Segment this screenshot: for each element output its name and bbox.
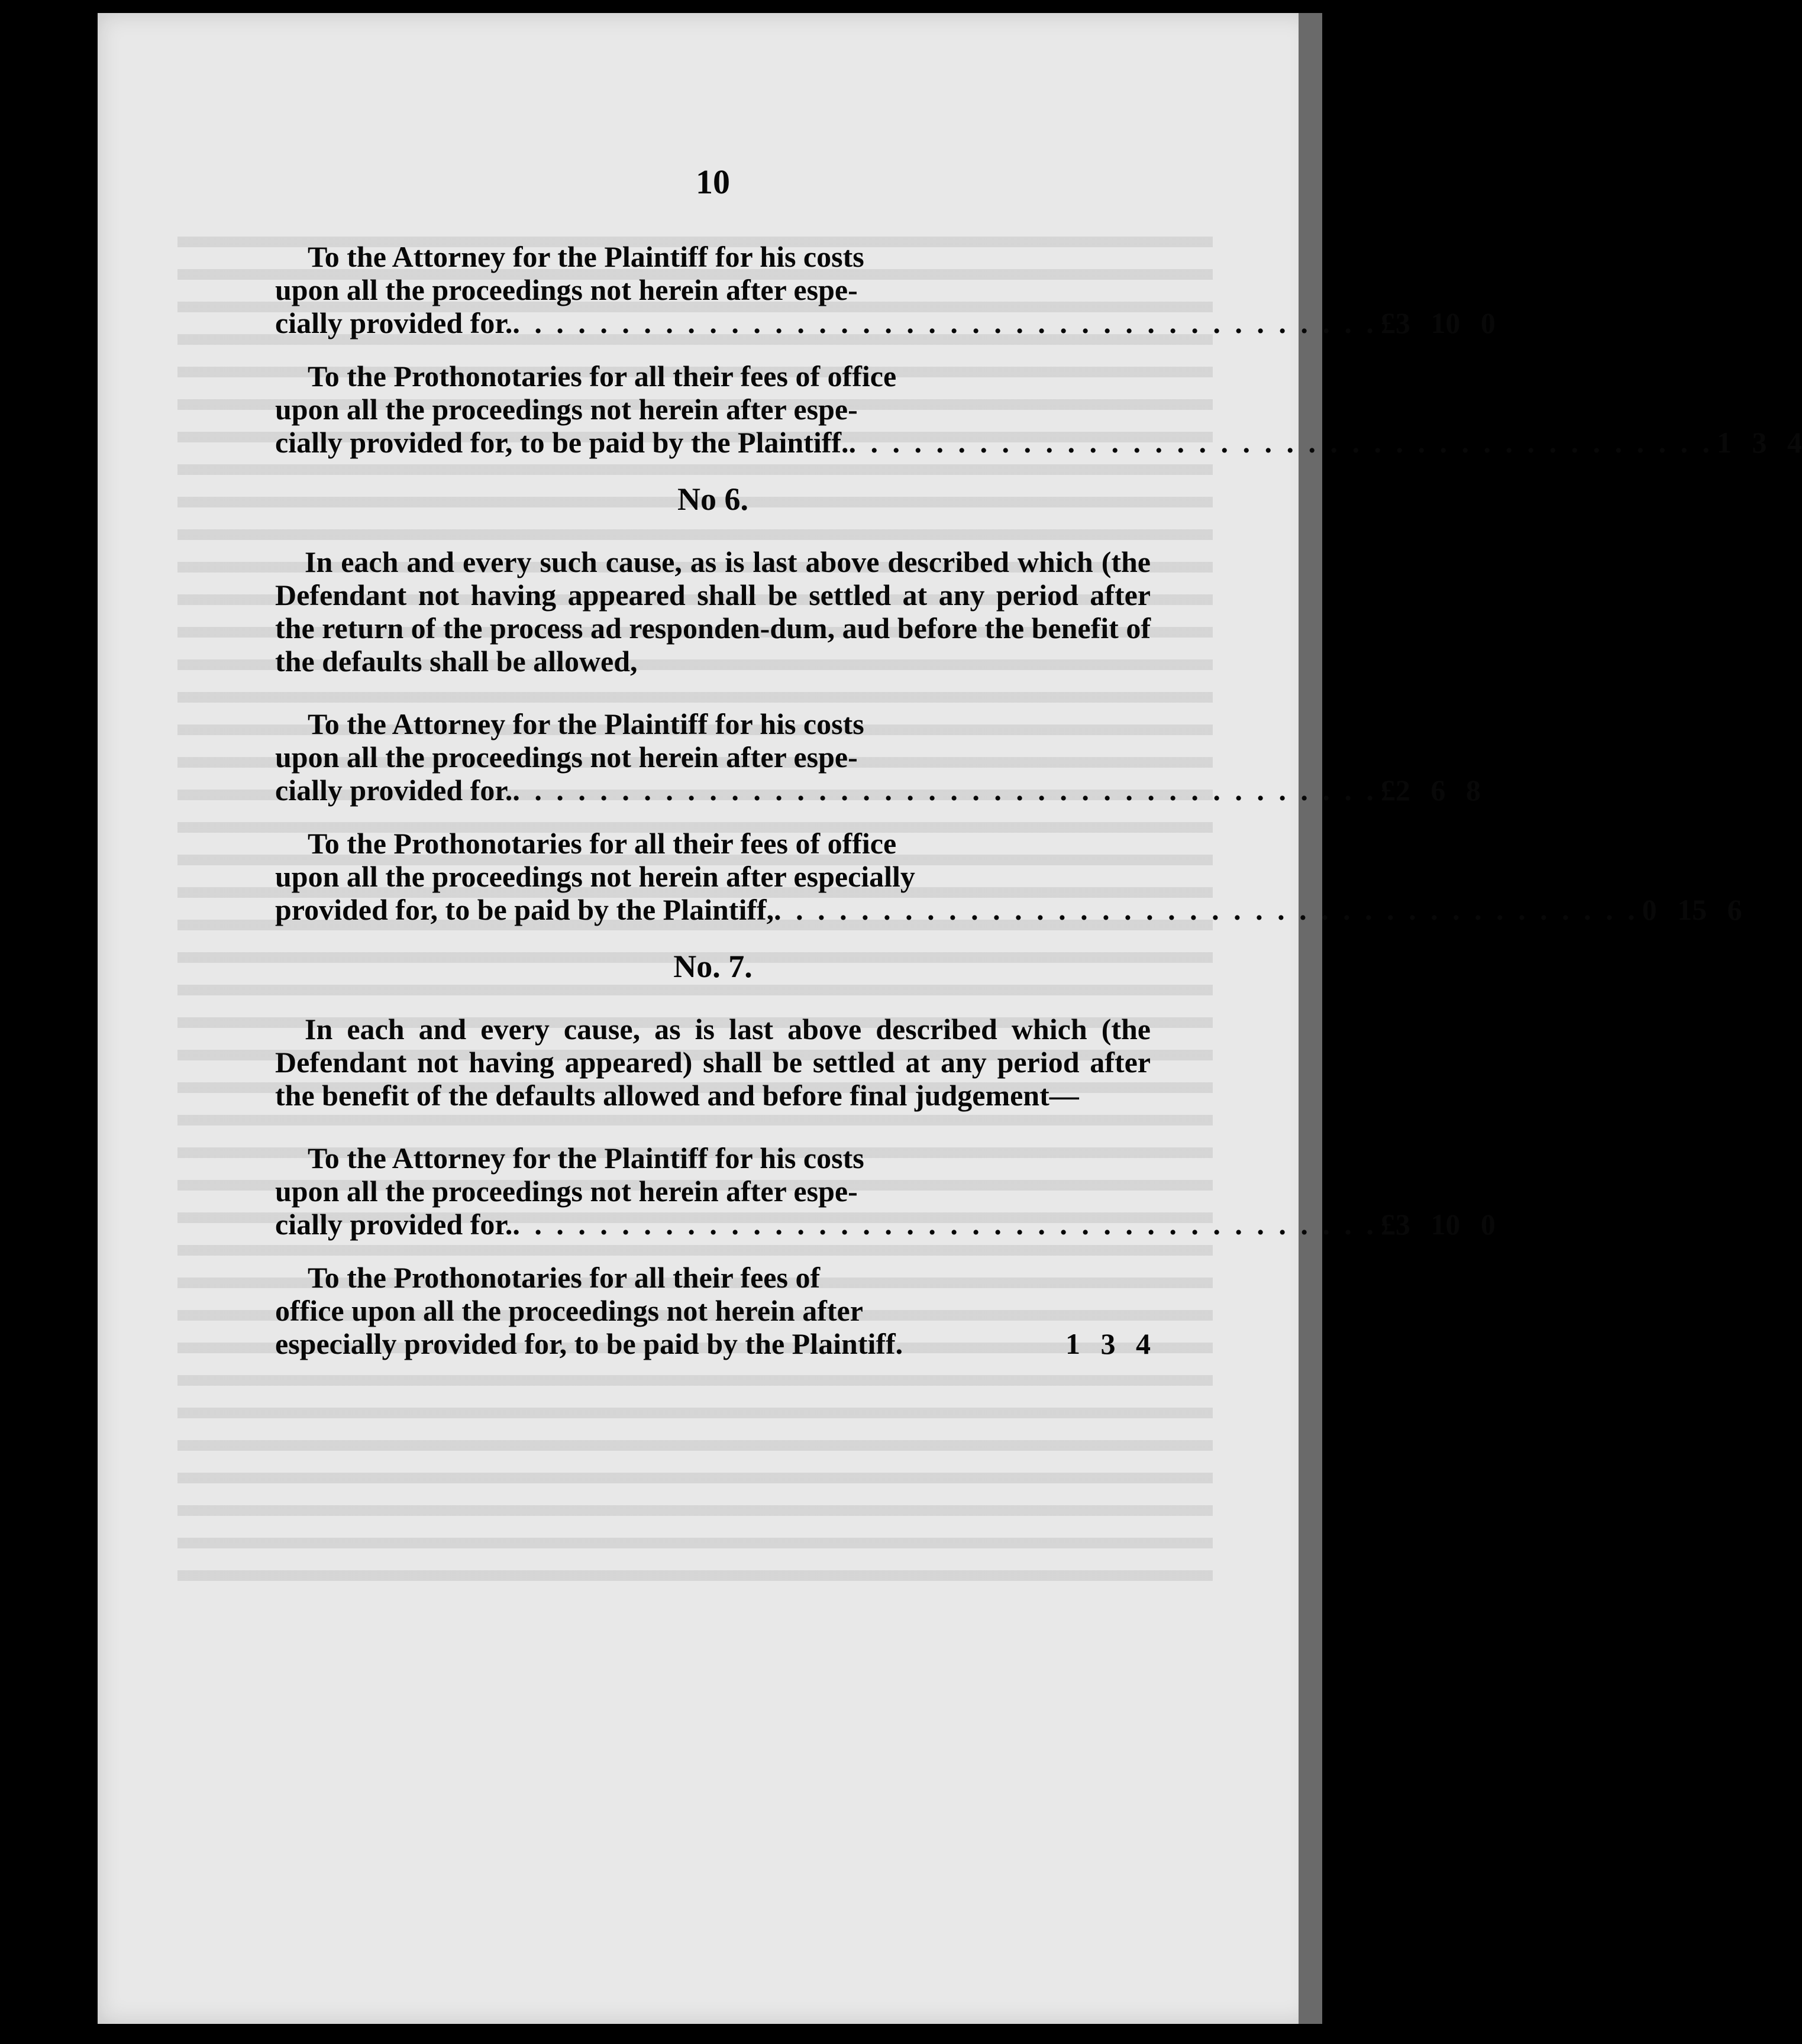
dot-leader: . . . . . . . . . . . . . . . . . . . . . . . . . . . . . . . . . . . . . . . . <box>848 426 1714 459</box>
entry-line: upon all the proceedings not herein after espe- <box>275 393 858 426</box>
entry-line: office upon all the proceedings not herein after <box>275 1294 863 1327</box>
entry-line: cially provided for. <box>275 774 513 807</box>
dot-leader: . . . . . . . . . . . . . . . . . . . . . . . . . . . . . . . . . . . . . . . . <box>512 1208 1377 1241</box>
page-number: 10 <box>696 163 730 201</box>
dot-leader: . . . . . . . . . . . . . . . . . . . . . . . . . . . . . . . . . . . . . . . . <box>512 774 1377 807</box>
fee-amount: £3 10 0 <box>1380 1208 1496 1241</box>
entry-line: To the Prothonotaries for all their fees of office <box>308 360 897 393</box>
entry-amount-line <box>275 774 1481 807</box>
dot-leader: . . . . . . . . . . . . . . . . . . . . . . . . . . . . . . . . . . . . . . . . <box>774 893 1639 926</box>
fee-entry-attorney <box>275 1141 1496 1241</box>
page-content <box>275 154 1802 1380</box>
entry-line: cially provided for. <box>275 306 513 339</box>
fee-entry-attorney <box>275 707 1481 807</box>
paragraph-text: In each and every cause, as is last above described which (the Defendant not having appeared) shall be settled at any period after the benefit of the defaults allowed and before final judgement— <box>275 1013 1151 1112</box>
entry-line: cially provided for, to be paid by the Plaintiff. <box>275 426 849 459</box>
entry-line: To the Prothonotaries for all their fees of office <box>308 827 897 860</box>
fee-amount: 0 15 6 <box>1642 893 1742 926</box>
entry-line: cially provided for. <box>275 1208 513 1241</box>
section-7-paragraph <box>275 1013 1151 1112</box>
entry-line: especially provided for, to be paid by the Plaintiff. <box>275 1327 903 1360</box>
fee-amount: £3 10 0 <box>1380 306 1496 339</box>
section-title-no-7: No. 7. <box>673 949 753 984</box>
fee-entry-prothonotaries <box>275 360 1802 459</box>
paragraph-text: In each and every such cause, as is last above described which (the Defendant not having appeared shall be settled at any period after the return of the process ad responden-dum, aud before the benefit of the defaults shall be allowed, <box>275 545 1151 678</box>
dot-leader: . . . . . . . . . . . . . . . . . . . . . . . . . . . . . . . . . . . . . . . . <box>512 306 1377 339</box>
entry-amount-line <box>275 426 1802 459</box>
entry-line: To the Attorney for the Plaintiff for his costs <box>308 707 864 740</box>
section-title-no-6: No 6. <box>677 481 748 517</box>
entry-line: upon all the proceedings not herein after espe- <box>275 740 858 774</box>
entry-line: upon all the proceedings not herein after especially <box>275 860 915 893</box>
entry-line: upon all the proceedings not herein after espe- <box>275 273 858 306</box>
fee-amount: 1 3 4 <box>1717 426 1802 459</box>
fee-entry-prothonotaries <box>275 827 1742 926</box>
entry-amount-line <box>275 1208 1496 1241</box>
entry-line: To the Prothonotaries for all their fees of <box>308 1261 821 1294</box>
entry-amount-line <box>275 306 1496 339</box>
entry-line: To the Attorney for the Plaintiff for his costs <box>308 240 864 273</box>
entry-line: upon all the proceedings not herein after espe- <box>275 1175 858 1208</box>
entry-amount-line <box>275 893 1742 926</box>
fee-amount: 1 3 4 <box>1065 1327 1151 1360</box>
fee-amount: £2 6 8 <box>1380 774 1481 807</box>
fee-entry-attorney <box>275 240 1496 339</box>
entry-amount-line <box>275 1327 1151 1360</box>
section-6-paragraph <box>275 545 1151 678</box>
fee-entry-prothonotaries <box>275 1261 1151 1360</box>
entry-line: provided for, to be paid by the Plaintiff, <box>275 893 774 926</box>
entry-line: To the Attorney for the Plaintiff for his costs <box>308 1141 864 1175</box>
